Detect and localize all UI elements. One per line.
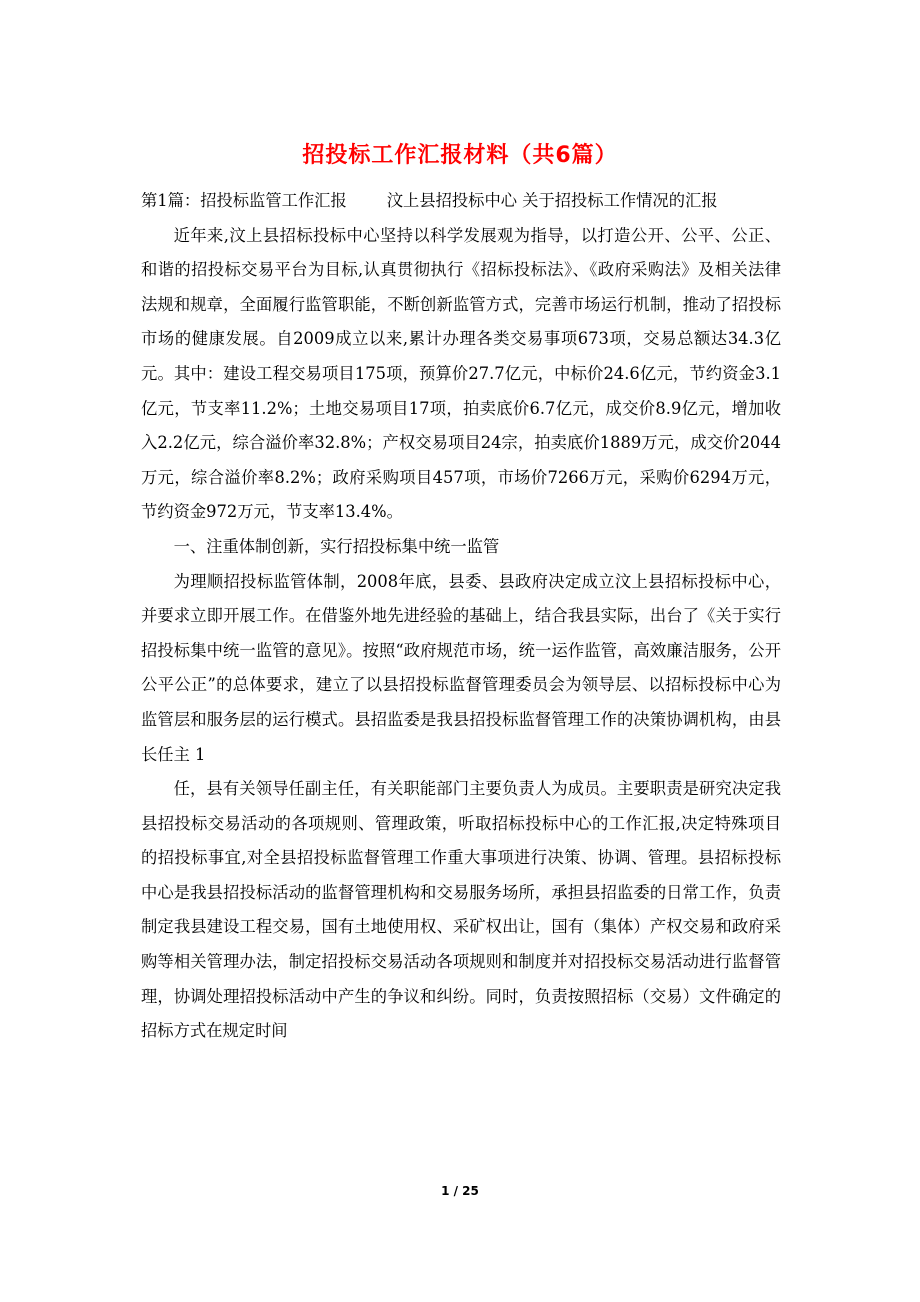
document-title: 招投标工作汇报材料（共6篇） (302, 143, 618, 168)
heading-part-1: 第1篇：招投标监管工作汇报 (141, 191, 347, 210)
page-number: 1 / 25 (441, 1184, 479, 1198)
paragraph-subheading: 一、注重体制创新，实行招投标集中统一监管 (173, 536, 500, 556)
document-body (141, 184, 781, 1049)
section-heading (141, 184, 781, 219)
paragraph-system: 为理顺招投标监管体制，2008年底，县委、县政府决定成立汶上县招标投标中心，并要求立即开展工作。在借鉴外地先进经验的基础上，结合我县实际，出台了《关于实行招投标集中统一监管的意见》。按照“政府规范市场，统一运作监管，高效廉洁服务，公开公平公正”的总体要求，建立了以县招投标监督管理委员会为领导层、以招标投标中心为监管层和服务层的运行模式。县招监委是我县招投标监督管理工作的决策协调机构，由县长任主 1 (141, 571, 781, 764)
paragraph-intro: 近年来,汶上县招标投标中心坚持以科学发展观为指导，以打造公开、公平、公正、和谐的招投标交易平台为目标,认真贯彻执行《招标投标法》、《政府采购法》及相关法律法规和规章，全面履行监管职能，不断创新监管方式，完善市场运行机制，推动了招投标市场的健康发展。自2009成立以来,累计办理各类交易事项673项，交易总额达34.3亿元。其中：建设工程交易项目175项，预算价27.7亿元，中标价24.6亿元，节约资金3.1亿元，节支率11.2%；土地交易项目17项，拍卖底价6.7亿元，成交价8.9亿元，增加收入2.2亿元，综合溢价率32.8%；产权交易项目24宗，拍卖底价1889万元，成交价2044万元，综合溢价率8.2%；政府采购项目457项，市场价7266万元，采购价6294万元，节约资金972万元，节支率13.4%。 (141, 225, 781, 522)
paragraph-duties: 任，县有关领导任副主任，有关职能部门主要负责人为成员。主要职责是研究决定我县招投标交易活动的各项规则、管理政策，听取招标投标中心的工作汇报,决定特殊项目的招投标事宜,对全县招投标监督管理工作重大事项进行决策、协调、管理。县招标投标中心是我县招投标活动的监督管理机构和交易服务场所，承担县招监委的日常工作，负责制定我县建设工程交易，国有土地使用权、采矿权出让，国有（集体）产权交易和政府采购等相关管理办法，制定招投标交易活动各项规则和制度并对招投标交易活动进行监督管理，协调处理招投标活动中产生的争议和纠纷。同时，负责按照招标（交易）文件确定的招标方式在规定时间 (141, 779, 781, 1041)
heading-part-2: 汶上县招投标中心 关于招投标工作情况的汇报 (386, 191, 718, 210)
